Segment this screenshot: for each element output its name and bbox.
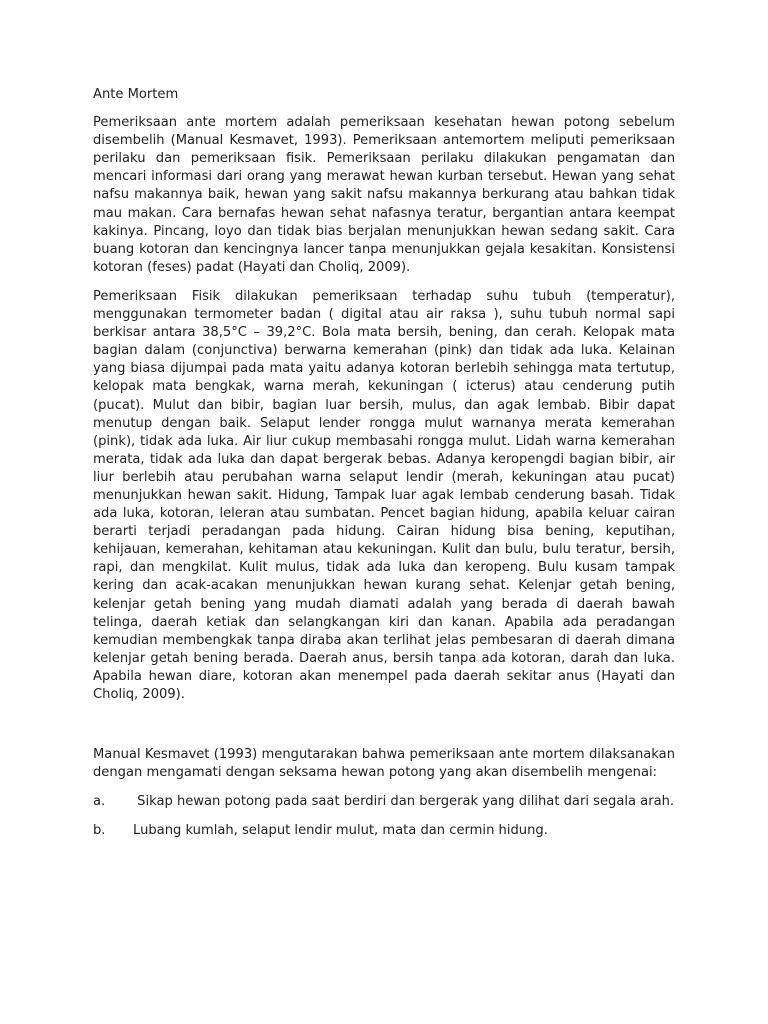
list-item [93,793,675,811]
document-title: Ante Mortem [93,87,179,102]
list-item-text: Lubang kumlah, selaput lendir mulut, mata dan cermin hidung. [133,823,548,839]
paragraph-manual-kesmavet: Manual Kesmavet (1993) mengutarakan bahwa pemeriksaan ante mortem dilaksanakan dengan mengamati dengan seksama hewan potong yang akan disembelih mengenai: [93,747,675,781]
list-item-text: Sikap hewan potong pada saat berdiri dan bergerak yang dilihat dari segala arah. [133,794,675,810]
paragraph-definition: Pemeriksaan ante mortem adalah pemeriksaan kesehatan hewan potong sebelum disembelih (Manual Kesmavet, 1993). Pemeriksaan antemortem meliputi pemeriksaan perilaku dan pemeriksaan fisik. Pemeriksaan perilaku dilakukan pengamatan dan mencari informasi dari orang yang merawat hewan kurban tersebut. Hewan yang sehat nafsu makannya baik, hewan yang sakit nafsu makannya berkurang atau bahkan tidak mau makan. Cara bernafas hewan sehat nafasnya teratur, bergantian antara keempat kakinya. Pincang, loyo dan tidak bias berjalan menunjukkan hewan sedang sakit. Cara buang kotoran dan kencingnya lancer tanpa menunjukkan gejala kesakitan. Konsistensi kotoran (feses) padat (Hayati dan Choliq, 2009). [93,115,675,275]
list-marker: a. [93,794,106,810]
list-item [93,822,675,840]
blank-line [93,715,675,746]
list-marker: b. [93,823,106,839]
document-page [93,86,675,851]
paragraph-physical-exam: Pemeriksaan Fisik dilakukan pemeriksaan terhadap suhu tubuh (temperatur), menggunakan termometer badan ( digital atau air raksa ), suhu tubuh normal sapi berkisar antara 38,5°C – 39,2°C. Bola mata bersih, bening, dan cerah. Kelopak mata bagian dalam (conjunctiva) berwarna kemerahan (pink) dan tidak ada luka. Kelainan yang biasa dijumpai pada mata yaitu adanya kotoran berlebih sehingga mata tertutup, kelopak mata bengkak, warna merah, kekuningan ( icterus) atau cenderung putih (pucat). Mulut dan bibir, bagian luar bersih, mulus, dan agak lembab. Bibir dapat menutup dengan baik. Selaput lender rongga mulut warnanya merata kemerahan (pink), tidak ada luka. Air liur cukup membasahi rongga mulut. Lidah warna kemerahan merata, tidak ada luka dan dapat bergerak bebas. Adanya keropengdi bagian bibir, air liur berlebih atau perubahan warna selaput lendir (merah, kekuningan atau pucat) menunjukkan hewan sakit. Hidung, Tampak luar agak lembab cenderung basah. Tidak ada luka, kotoran, leleran atau sumbatan. Pencet bagian hidung, apabila keluar cairan berarti terjadi peradangan pada hidung. Cairan hidung bisa bening, keputihan, kehijauan, kemerahan, kehitaman atau kekuningan. Kulit dan bulu, bulu teratur, bersih, rapi, dan mengkilat. Kulit mulus, tidak ada luka dan keropeng. Bulu kusam tampak kering dan acak-acakan menunjukkan hewan kurang sehat. Kelenjar getah bening, kelenjar getah bening yang mudah diamati adalah yang berada di daerah bawah telinga, daerah ketiak dan selangkangan kiri dan kanan. Apabila ada peradangan kemudian membengkak tanpa diraba akan terlihat jelas pembesaran di daerah dimana kelenjar getah bening berada. Daerah anus, bersih tanpa ada kotoran, darah dan luka. Apabila hewan diare, kotoran akan menempel pada daerah sekitar anus (Hayati dan Choliq, 2009). [93,288,675,702]
